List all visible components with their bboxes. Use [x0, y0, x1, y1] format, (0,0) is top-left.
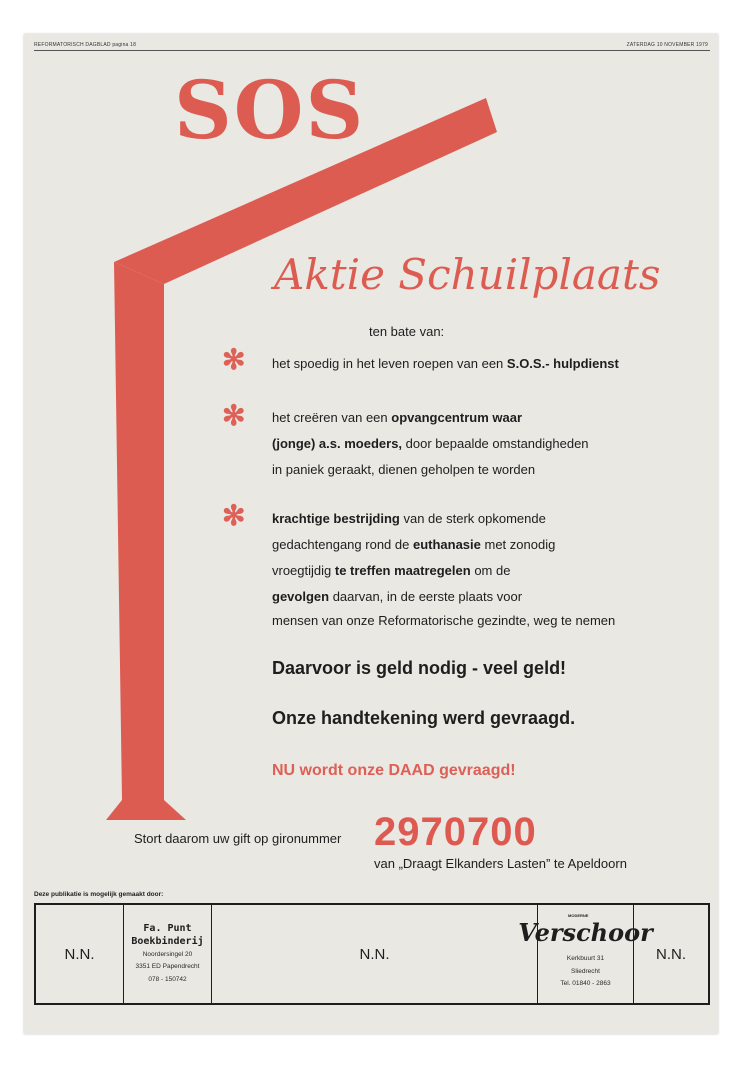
punt-name: [131, 922, 203, 949]
slogan-signature: Onze handtekening werd gevraagd.: [272, 708, 576, 728]
asterisk-icon: ✻: [222, 400, 246, 431]
sponsor-box-anonymous: [36, 905, 124, 1003]
punt-street: Noordersingel 20: [142, 950, 193, 958]
punt-address: [136, 949, 200, 986]
bullet-1-line: het spoedig in het leven roepen van een S.O.S.- hulpdienst: [272, 356, 619, 371]
verschoor-phone: Tel. 01840 - 2863: [560, 980, 611, 988]
newspaper-page: [24, 34, 718, 1034]
punt-city: 3351 ED Papendrecht: [135, 963, 200, 971]
roof-post-foot: [106, 800, 186, 820]
sponsor-boxes: [34, 903, 710, 1005]
punt-name-line-1: Fa. Punt: [143, 922, 192, 934]
asterisk-icon: ✻: [222, 344, 246, 375]
bullet-2-line-3: in paniek geraakt, dienen geholpen te worden: [272, 462, 536, 477]
sponsor-credit-label: Deze publikatie is mogelijk gemaakt door:: [34, 891, 164, 898]
sponsor-box-punt: [124, 905, 212, 1003]
giro-number: 2970700: [374, 810, 537, 854]
slogan-action: NU wordt onze DAAD gevraagd!: [272, 762, 516, 779]
punt-phone: 078 - 150742: [148, 975, 187, 983]
beneficiary-text: van „Draagt Elkanders Lasten” te Apeldoorn: [374, 856, 627, 871]
verschoor-street: Kerkbuurt 31: [566, 955, 605, 963]
verschoor-logo: Verschoor: [518, 918, 653, 948]
newspaper-header-left: REFORMATORISCH DAGBLAD pagina 18: [34, 42, 137, 48]
sponsor-nn: N.N.: [359, 945, 390, 963]
sos-heading: SOS: [174, 63, 366, 157]
punt-name-line-2: Boekbinderij: [131, 936, 204, 948]
roof-post: [114, 262, 164, 800]
sponsor-box-anonymous-right: [634, 905, 708, 1003]
sponsor-nn: N.N.: [64, 945, 95, 963]
verschoor-address: [560, 953, 610, 990]
bullet-3-line-5: mensen van onze Reformatorische gezindte, weg te nemen: [272, 613, 616, 628]
slogan-money: Daarvoor is geld nodig - veel geld!: [272, 658, 567, 678]
bullet-3-line-2: gedachtengang rond de euthanasie met zonodig: [272, 537, 556, 552]
bullet-3-line-1: krachtige bestrijding van de sterk opkomende: [272, 511, 546, 526]
asterisk-icon: ✻: [222, 500, 246, 531]
bullet-3-line-4: gevolgen daarvan, in de eerste plaats voor: [272, 589, 523, 604]
shelter-roof-shape: [24, 34, 718, 1034]
ad-title: Aktie Schuilplaats: [274, 250, 661, 299]
donation-instruction: Stort daarom uw gift op gironummer: [134, 831, 342, 846]
sponsor-box-verschoor: [518, 905, 653, 1003]
newspaper-header-right: ZATERDAG 10 NOVEMBER 1979: [626, 42, 708, 48]
bullet-2-line-2: (jonge) a.s. moeders, door bepaalde omstandigheden: [272, 436, 589, 451]
verschoor-tagline: MODERNE: [568, 913, 589, 918]
sponsor-nn: N.N.: [656, 945, 686, 963]
bullet-3-line-3: vroegtijdig te treffen maatregelen om de: [272, 563, 511, 578]
verschoor-city: Sliedrecht: [571, 967, 600, 975]
intro-text: ten bate van:: [369, 324, 445, 339]
sponsor-box-anonymous-wide: [212, 905, 538, 1003]
bullet-2-line-1: het creëren van een opvangcentrum waar: [272, 410, 523, 425]
